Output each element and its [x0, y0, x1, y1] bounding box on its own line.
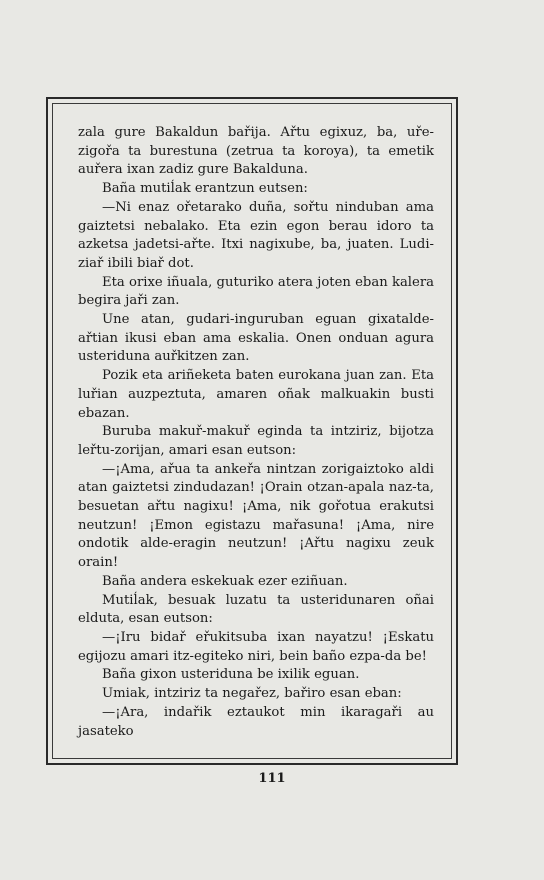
paragraph: Baña mutiĺak erantzun eutsen:	[102, 181, 308, 197]
paragraph: Buruba makuř-makuř eginda ta intziriz, bijotza leřtu-zorijan, amari esan eutson:	[78, 424, 434, 458]
paragraph: —¡Ara, indařik eztaukot min ikaragaři au jasateko	[78, 704, 434, 739]
paragraph: Pozik eta ariñeketa baten eurokana juan zan. Eta luřian auzpeztuta, amaren oñak malkuakin busti ebazan.	[78, 368, 434, 421]
paragraph: Baña gixon usteriduna be ixilik eguan.	[102, 667, 360, 683]
body-text	[78, 124, 434, 741]
paragraph: Umiak, intziriz ta negařez, bařiro esan eban:	[102, 686, 402, 702]
paragraph: —Ni enaz ořetarako duña, sořtu ninduban ama gaiztetsi nebalako. Eta ezin egon berau idoro ta azketsa jadetsi-ařte. Itxi nagixube, ba, juaten. Ludi-ziař ibili biař dot.	[78, 199, 434, 271]
paragraph: Eta orixe iñuala, guturiko atera joten eban kalera begira jaři zan.	[78, 274, 434, 309]
paragraph: —¡Iru bidař eřukitsuba ixan nayatzu! ¡Eskatu egijozu amari itz-egiteko niri, bein baño ezpa-da be!	[78, 629, 434, 664]
paragraph: Mutiĺak, besuak luzatu ta usteridunaren oñai elduta, esan eutson:	[78, 592, 434, 627]
paragraph: zala gure Bakaldun bařija. Ařtu egixuz, ba, uře-zigořa ta burestuna (zetrua ta koroya), ta emetik auřera ixan zadiz gure Bakalduna.	[78, 125, 434, 178]
paragraph: —¡Ama, ařua ta ankeřa nintzan zorigaiztoko aldi atan gaiztetsi zindudazan! ¡Orain otzan-apala naz-ta, besuetan ařtu nagixu! ¡Ama, nik gořotua erakutsi neutzun! ¡Emon egistazu mařasuna! ¡Ama, nire ondotik alde-eragin neutzun! ¡Ařtu nagixu zeuk orain!	[78, 461, 434, 571]
paragraph: Baña andera eskekuak ezer eziñuan.	[102, 573, 348, 589]
paragraph: Une atan, gudari-inguruban eguan gixatalde-ařtian ikusi eban ama eskalia. Onen onduan agura usteriduna auřkitzen zan.	[78, 312, 434, 365]
page-number: 111	[258, 771, 286, 786]
